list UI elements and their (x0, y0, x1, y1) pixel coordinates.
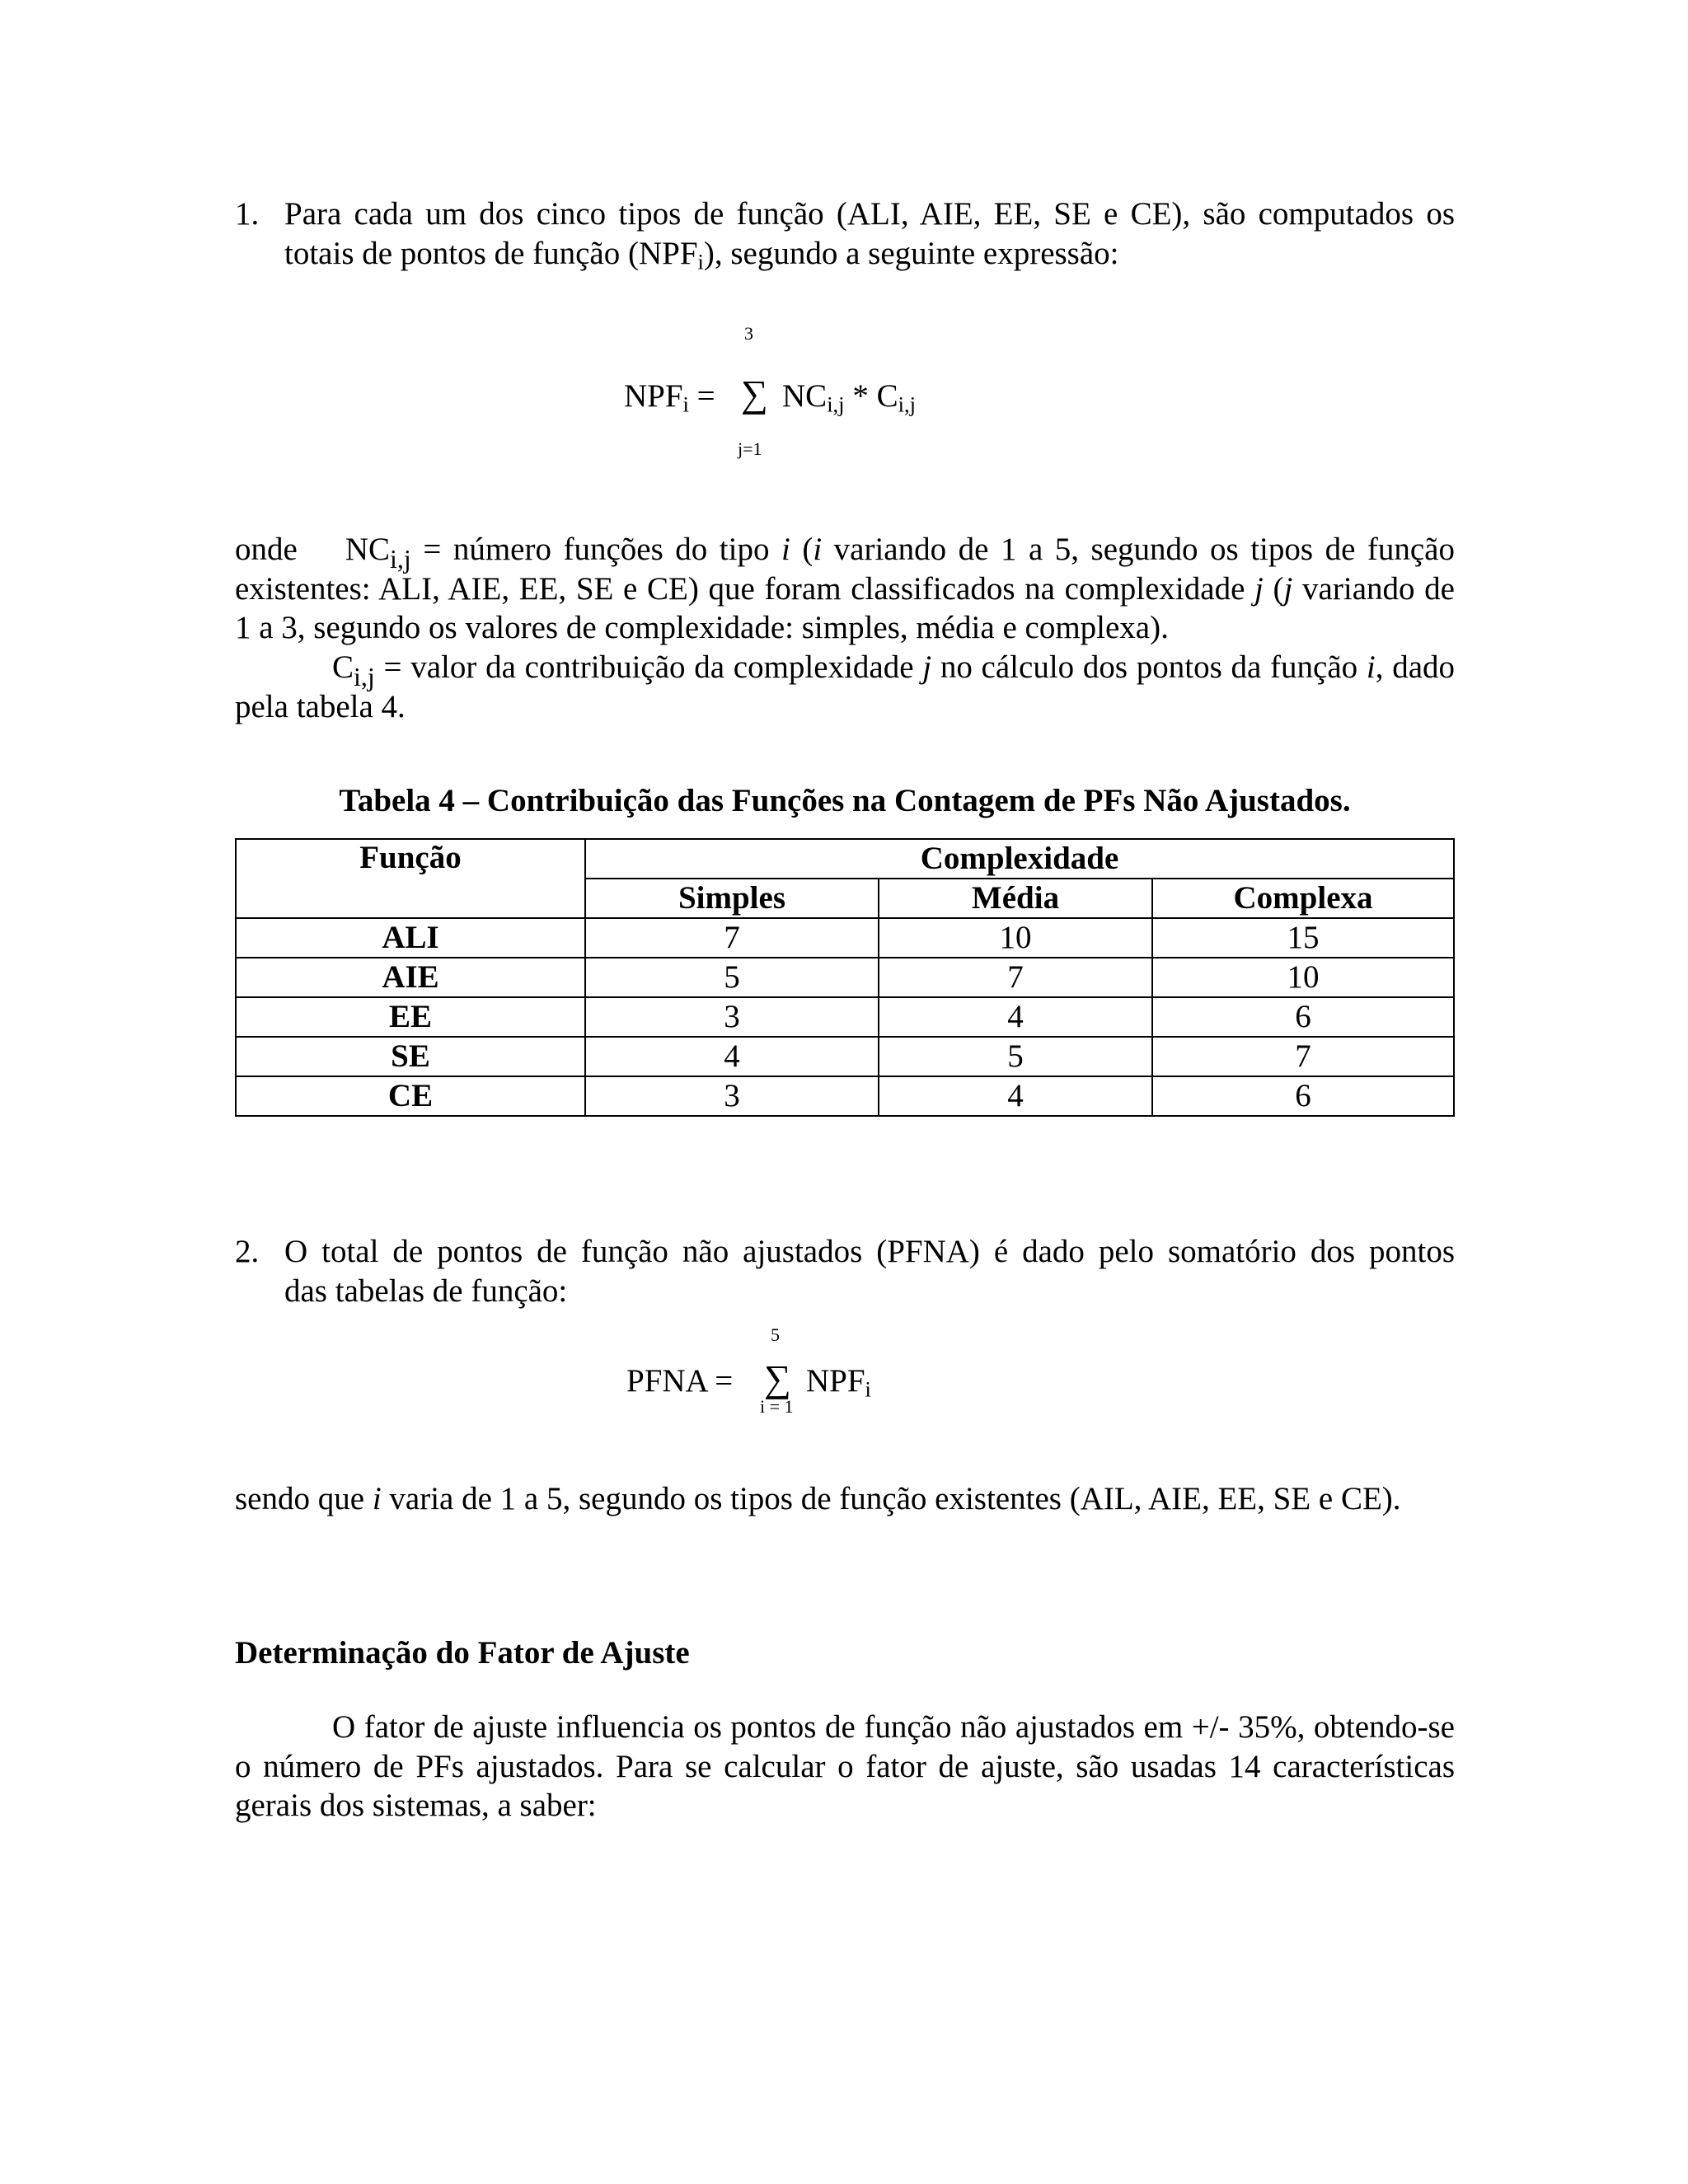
contribution-table (235, 838, 1455, 1117)
table-cell: 4 (879, 997, 1152, 1037)
table-row (236, 997, 1454, 1037)
table-cell: 7 (585, 918, 879, 958)
list-item-text (284, 194, 1455, 273)
sum-upper-limit: 3 (744, 323, 753, 344)
table-cell: 15 (1152, 918, 1454, 958)
row-label: AIE (236, 958, 585, 997)
definition-c: $C_{i,j}$ = valor da contribuição da complexidade j no cálculo dos pontos da função i, dado pela tabela 4. (235, 649, 1456, 724)
formula-lhs: PFNA = (626, 1363, 734, 1399)
item1-line1: Para cada um dos cinco tipos de função (ALI, AIE, EE, SE e CE), são computados os (284, 196, 1455, 232)
header-complexa: Complexa (1152, 879, 1454, 918)
table-cell: 3 (585, 1076, 879, 1116)
formula-rhs: $NC_{i,j} * C_{i,j}$ (782, 378, 916, 417)
table-cell: 7 (1152, 1037, 1454, 1076)
sendo-paragraph: sendo que i varia de 1 a 5, segundo os tipos de função existentes (AIL, AIE, EE, SE e CE). (235, 1481, 1401, 1516)
formula-lhs: $NPF_i$ = (624, 378, 715, 417)
table-cell: 5 (585, 958, 879, 997)
section-paragraph: O fator de ajuste influencia os pontos de função não ajustados em +/- 35%, obtendo-se o número de PFs ajustados. Para se calcular o fator de ajuste, são usadas 14 características gerais dos sistemas, a saber: (235, 1709, 1455, 1824)
table-cell: 10 (1152, 958, 1454, 997)
item2-line2: das tabelas de função: (284, 1272, 568, 1309)
header-funcao: Função (236, 839, 585, 918)
table-cell: 4 (879, 1076, 1152, 1116)
table-cell: 7 (879, 958, 1152, 997)
list-item-2 (235, 1232, 1455, 1310)
row-label: CE (236, 1076, 585, 1116)
table-cell: 4 (585, 1037, 879, 1076)
table-cell: 6 (1152, 997, 1454, 1037)
table-row (236, 918, 1454, 958)
row-label: SE (236, 1037, 585, 1076)
table-cell: 6 (1152, 1076, 1454, 1116)
header-simples: Simples (585, 879, 879, 918)
item2-line1: O total de pontos de função não ajustados (PFNA) é dado pelo somatório dos pontos (284, 1234, 1455, 1269)
row-label: EE (236, 997, 585, 1037)
table-row (236, 1076, 1454, 1116)
definition-nc: onde $NC_{i,j}$ = número funções do tipo i (i variando de 1 a 5, segundo os tipos de função existentes: ALI, AIE, EE, SE e CE) que foram classificados na complexidade j (j variando de 1 a 3, segundo os valores de complexidade: simples, média e complexa). (235, 532, 1455, 646)
list-number: 1. (235, 196, 260, 232)
sum-lower-limit: i = 1 (760, 1396, 794, 1417)
table-cell: 5 (879, 1037, 1152, 1076)
formula-rhs: $NPF_i$ (806, 1363, 871, 1402)
item1-line2: totais de pontos de função $(NPF_i)$, segundo a seguinte expressão: (284, 235, 1119, 274)
table-cell: 10 (879, 918, 1152, 958)
sigma-symbol: ∑ (741, 373, 768, 415)
sigma-symbol: ∑ (764, 1357, 791, 1399)
list-item-text (284, 1232, 1455, 1310)
list-number: 2. (235, 1234, 260, 1269)
row-label: ALI (236, 918, 585, 958)
list-item-1 (235, 194, 1455, 273)
section-heading: Determinação do Fator de Ajuste (235, 1635, 690, 1671)
sum-upper-limit: 5 (771, 1324, 780, 1345)
header-media: Média (879, 879, 1152, 918)
sum-lower-limit: j=1 (738, 438, 762, 459)
header-complexidade: Complexidade (585, 839, 1454, 879)
table-caption: Tabela 4 – Contribuição das Funções na Contagem de PFs Não Ajustados. (339, 783, 1351, 818)
table-cell: 3 (585, 997, 879, 1037)
table-row (236, 1037, 1454, 1076)
table-row (236, 958, 1454, 997)
